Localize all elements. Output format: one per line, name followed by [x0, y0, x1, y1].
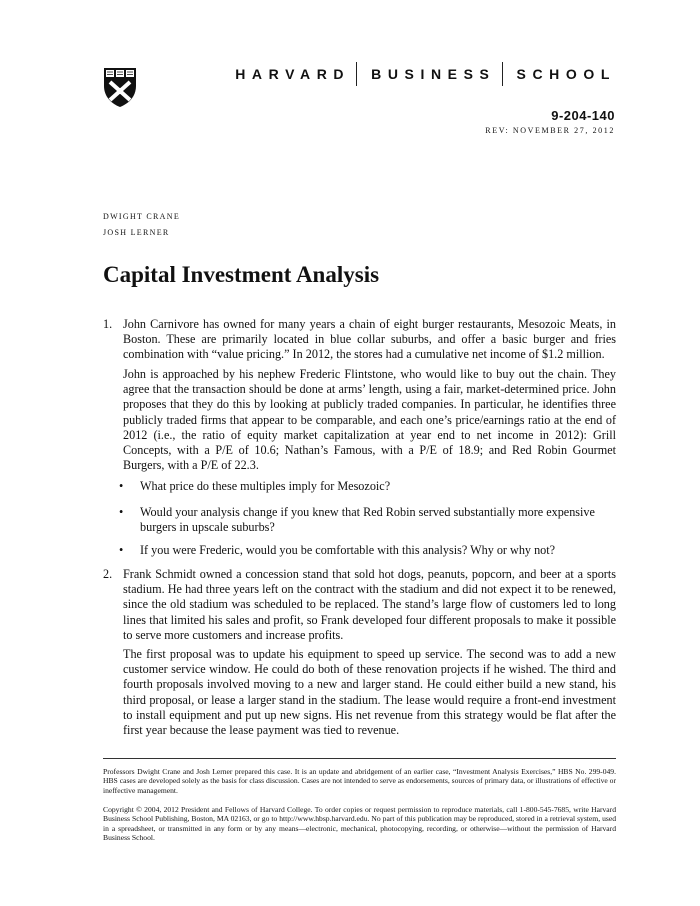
- list-item: • Would your analysis change if you knew that Red Robin served substantially more expensive burgers in upscale suburbs?: [119, 505, 595, 535]
- footnote-preparation: Professors Dwight Crane and Josh Lerner prepared this case. It is an update and abridgement of an earlier case, “Investment Analysis Exercises,” HBS No. 299-049. HBS cases are developed solely as the basis for class discussion. Cases are not intended to serve as endorsements, sources of primary data, or illustrations of effective or ineffective management.: [103, 767, 616, 795]
- masthead-business: BUSINESS: [371, 66, 496, 82]
- masthead: [235, 62, 616, 86]
- bullet-icon: •: [119, 505, 124, 519]
- author-name: JOSH LERNER: [103, 228, 170, 237]
- author-name: DWIGHT CRANE: [103, 212, 181, 221]
- question-number: 1.: [103, 317, 113, 331]
- list-item: • What price do these multiples imply for Mesozoic?: [119, 479, 391, 493]
- question-2-paragraph-1: [103, 567, 616, 643]
- bullet-icon: •: [119, 479, 124, 493]
- footnote-copyright: Copyright © 2004, 2012 President and Fellows of Harvard College. To order copies or request permission to reproduce materials, call 1-800-545-7685, write Harvard Business School Publishing, Boston, MA 02163, or go to http://www.hbsp.harvard.edu. No part of this publication may be reproduced, stored in a retrieval system, used in a spreadsheet, or transmitted in any form or by any means—electronic, mechanical, photocopying, recording, or otherwise—without the permission of Harvard Business School.: [103, 805, 616, 843]
- paragraph-text: John is approached by his nephew Frederic Flintstone, who would like to buy out the chain. They agree that the transaction should be done at arms’ length, using a fair, market-determined price. John proposes that they do this by looking at publicly traded companies. In particular, he identifies three publicly traded firms that appear to be comparable, and each one’s price/earnings ratio at the end of 2012 (i.e., the ratio of equity market capitalization at year end to net income in 2012): Grill Concepts, with a P/E of 10.6; Nathan’s Famous, with a P/E of 18.9; and Red Robin Gourmet Burgers, with a P/E of 22.3.: [123, 367, 616, 473]
- paragraph-text: Frank Schmidt owned a concession stand that sold hot dogs, peanuts, popcorn, and beer at a sports stadium. He had three years left on the contract with the stadium and did not expect it to be renewed, since the old stadium was scheduled to be replaced. The stand’s large flow of customers led to long lines that limited his sales and profit, so Frank developed four different proposals to make it possible to serve more customers and increase profits.: [123, 567, 616, 642]
- revision-date: REV: NOVEMBER 27, 2012: [485, 126, 615, 135]
- page-title: Capital Investment Analysis: [103, 262, 380, 287]
- hbs-shield-crest-icon: [102, 66, 138, 108]
- paragraph-text: John Carnivore has owned for many years a chain of eight burger restaurants, Mesozoic Meats, in Boston. These are primarily located in blue collar suburbs, and offer a basic burger and fries combination with “value pricing.” In 2012, the stores had a cumulative net income of $1.2 million.: [123, 317, 616, 362]
- question-number: 2.: [103, 567, 113, 581]
- footnote-divider: [103, 758, 616, 759]
- question-1-paragraph-2: [103, 367, 616, 473]
- masthead-divider: [356, 62, 357, 86]
- paragraph-text: The first proposal was to update his equipment to speed up service. The second was to add a new customer service window. He could do both of these renovation projects if he wished. The third and fourth proposals involved moving to a new and larger stand. He could either build a new stand, his third proposal, or lease a larger stand in the stadium. The lease would require a front-end investment to install equipment and put up new signs. His net revenue from this strategy would be flat after the first year because the lease payment was tied to revenue.: [123, 647, 616, 738]
- list-item: • If you were Frederic, would you be comfortable with this analysis? Why or why not?: [119, 543, 556, 557]
- masthead-divider: [502, 62, 503, 86]
- bullet-icon: •: [119, 543, 124, 557]
- masthead-school: SCHOOL: [516, 66, 616, 82]
- question-1-paragraph-1: [103, 317, 616, 363]
- case-number: 9-204-140: [551, 108, 615, 123]
- question-2-paragraph-2: [103, 647, 616, 738]
- masthead-harvard: HARVARD: [235, 66, 351, 82]
